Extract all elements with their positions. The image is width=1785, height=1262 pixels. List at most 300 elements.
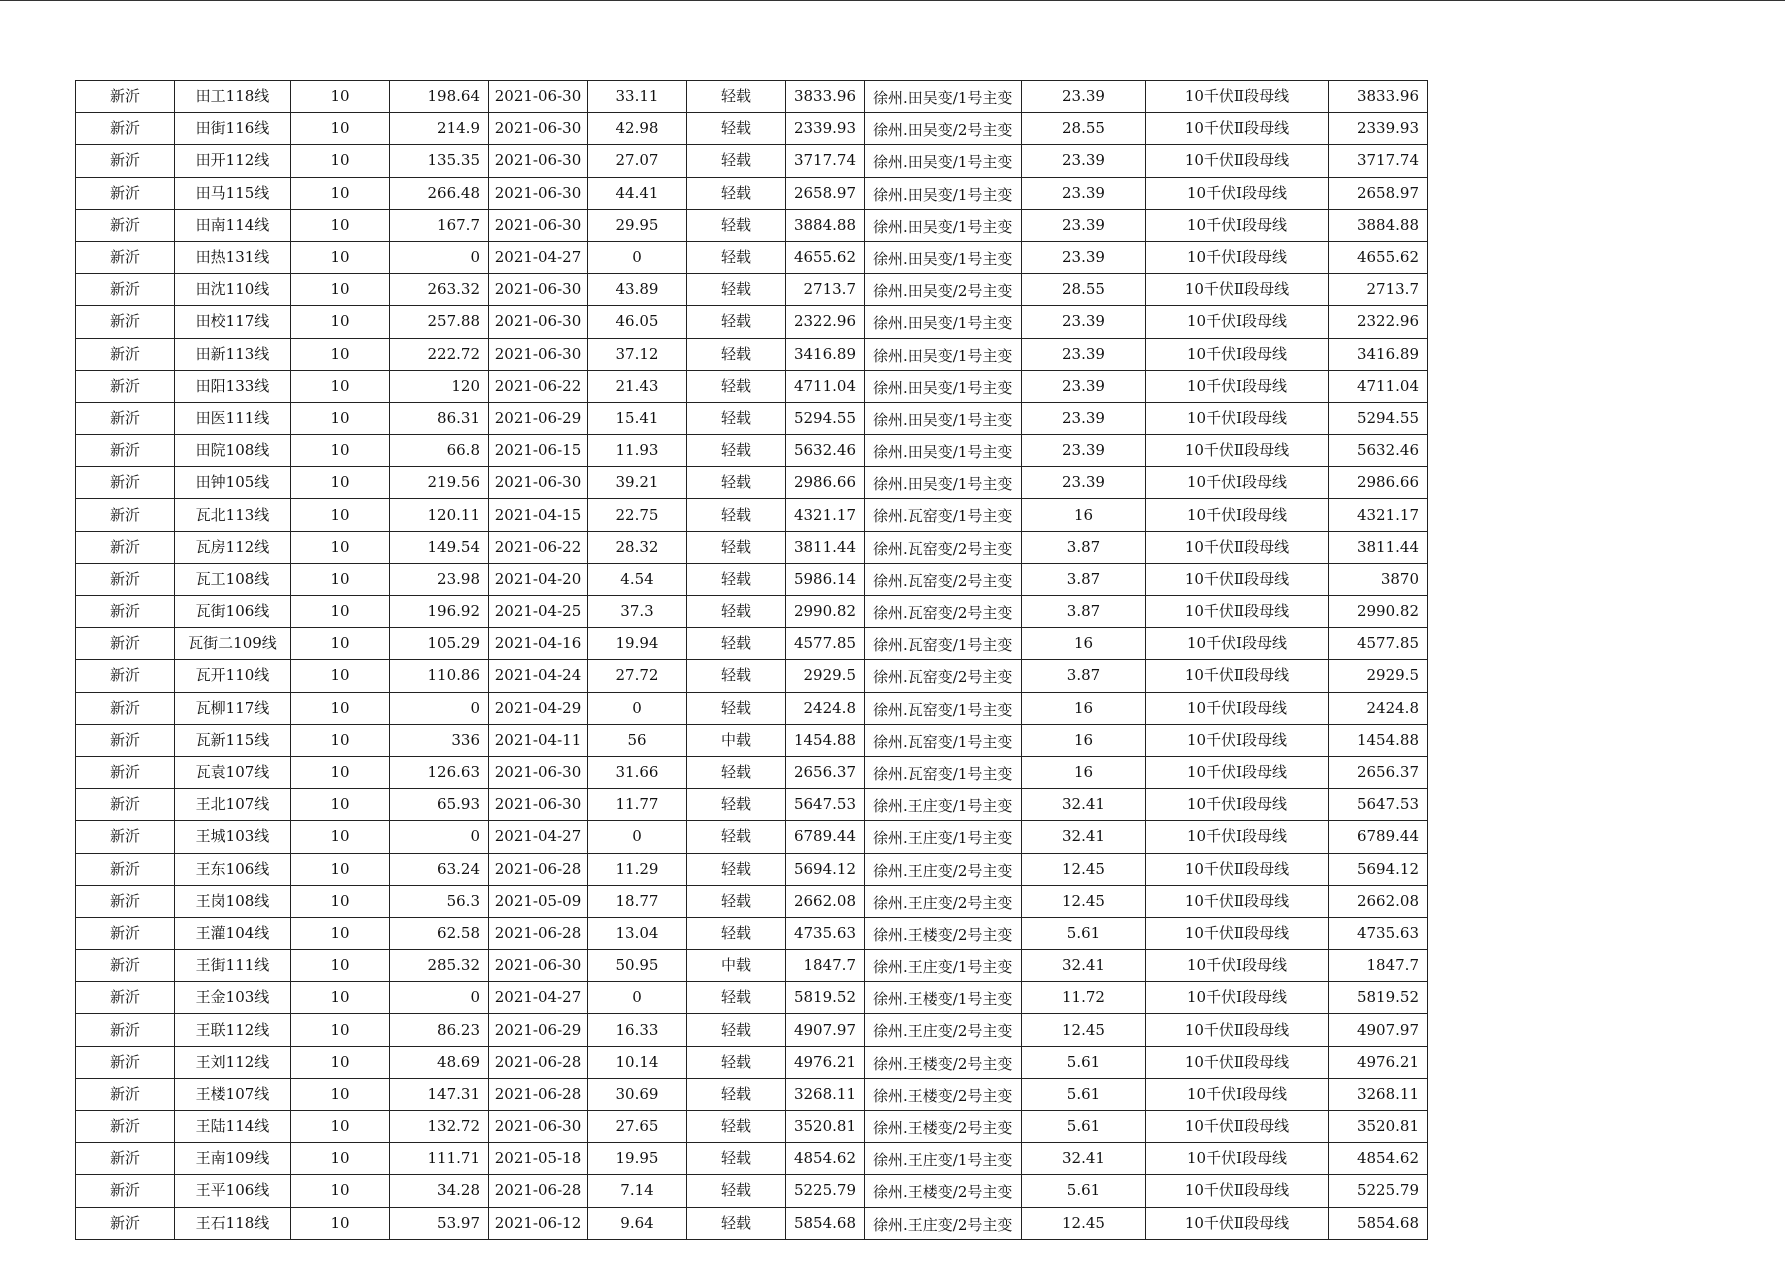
substation-transformer-cell	[865, 789, 1022, 821]
line-name-cell: 田热131线	[175, 241, 291, 273]
current-cell: 65.93	[390, 789, 489, 821]
date-cell: 2021-06-30	[489, 1111, 588, 1143]
substation-transformer-cell	[865, 402, 1022, 434]
load-rate-cell: 0	[588, 982, 687, 1014]
available-capacity-cell: 2658.97	[786, 177, 865, 209]
substation-transformer-cell	[865, 1207, 1022, 1239]
current-cell: 266.48	[390, 177, 489, 209]
available-capacity-cell: 5854.68	[786, 1207, 865, 1239]
substation-transformer-text: 徐州.王楼变/1号主变	[873, 990, 1013, 1009]
busbar-cell: 10千伏Ⅰ段母线	[1146, 1143, 1329, 1175]
busbar-cell: 10千伏Ⅰ段母线	[1146, 177, 1329, 209]
district-cell: 新沂	[76, 756, 175, 788]
substation-transformer-text: 徐州.田吴变/1号主变	[873, 378, 1013, 397]
date-cell: 2021-06-30	[489, 81, 588, 113]
transformer-load-cell: 16	[1022, 499, 1146, 531]
available-capacity-cell: 2424.8	[786, 692, 865, 724]
date-cell: 2021-06-30	[489, 789, 588, 821]
line-name-cell: 瓦街106线	[175, 596, 291, 628]
table-row	[76, 853, 1428, 885]
transformer-load-cell: 23.39	[1022, 338, 1146, 370]
voltage-cell: 10	[291, 596, 390, 628]
district-cell: 新沂	[76, 338, 175, 370]
current-cell: 86.23	[390, 1014, 489, 1046]
busbar-cell: 10千伏Ⅱ段母线	[1146, 1175, 1329, 1207]
load-status-cell: 轻载	[687, 917, 786, 949]
load-rate-cell: 21.43	[588, 370, 687, 402]
substation-transformer-cell	[865, 724, 1022, 756]
date-cell: 2021-04-24	[489, 660, 588, 692]
date-cell: 2021-06-28	[489, 1078, 588, 1110]
date-cell: 2021-06-30	[489, 306, 588, 338]
district-cell: 新沂	[76, 1143, 175, 1175]
feeder-capacity-cell: 3717.74	[1329, 145, 1428, 177]
load-status-cell: 轻载	[687, 596, 786, 628]
line-name-cell: 瓦工108线	[175, 563, 291, 595]
feeder-capacity-cell: 3811.44	[1329, 531, 1428, 563]
date-cell: 2021-04-27	[489, 982, 588, 1014]
current-cell: 0	[390, 692, 489, 724]
transformer-load-cell: 5.61	[1022, 1046, 1146, 1078]
line-name-cell: 田钟105线	[175, 467, 291, 499]
available-capacity-cell: 2929.5	[786, 660, 865, 692]
line-name-cell: 王街111线	[175, 950, 291, 982]
load-rate-cell: 42.98	[588, 113, 687, 145]
table-row	[76, 885, 1428, 917]
load-status-cell: 轻载	[687, 306, 786, 338]
voltage-cell: 10	[291, 435, 390, 467]
line-name-cell: 王城103线	[175, 821, 291, 853]
voltage-cell: 10	[291, 853, 390, 885]
table-row	[76, 209, 1428, 241]
busbar-cell: 10千伏Ⅰ段母线	[1146, 821, 1329, 853]
district-cell: 新沂	[76, 467, 175, 499]
voltage-cell: 10	[291, 241, 390, 273]
load-status-cell: 轻载	[687, 1207, 786, 1239]
substation-transformer-text: 徐州.田吴变/1号主变	[873, 217, 1013, 236]
voltage-cell: 10	[291, 338, 390, 370]
district-cell: 新沂	[76, 531, 175, 563]
load-rate-cell: 0	[588, 692, 687, 724]
date-cell: 2021-06-30	[489, 145, 588, 177]
date-cell: 2021-06-15	[489, 435, 588, 467]
line-name-cell: 王岗108线	[175, 885, 291, 917]
substation-transformer-text: 徐州.王庄变/2号主变	[873, 861, 1013, 880]
available-capacity-cell: 5647.53	[786, 789, 865, 821]
busbar-cell: 10千伏Ⅰ段母线	[1146, 370, 1329, 402]
feeder-capacity-cell: 3520.81	[1329, 1111, 1428, 1143]
transformer-load-cell: 28.55	[1022, 113, 1146, 145]
busbar-cell: 10千伏Ⅰ段母线	[1146, 982, 1329, 1014]
table-row	[76, 660, 1428, 692]
transformer-load-cell: 5.61	[1022, 1078, 1146, 1110]
substation-transformer-text: 徐州.王楼变/2号主变	[873, 1086, 1013, 1105]
substation-transformer-text: 徐州.王庄变/1号主变	[873, 1151, 1013, 1170]
busbar-cell: 10千伏Ⅱ段母线	[1146, 917, 1329, 949]
busbar-cell: 10千伏Ⅰ段母线	[1146, 950, 1329, 982]
district-cell: 新沂	[76, 209, 175, 241]
voltage-cell: 10	[291, 1046, 390, 1078]
voltage-cell: 10	[291, 499, 390, 531]
load-status-cell: 轻载	[687, 1111, 786, 1143]
district-cell: 新沂	[76, 563, 175, 595]
transformer-load-cell: 32.41	[1022, 789, 1146, 821]
voltage-cell: 10	[291, 1111, 390, 1143]
current-cell: 86.31	[390, 402, 489, 434]
busbar-cell: 10千伏Ⅱ段母线	[1146, 1207, 1329, 1239]
district-cell: 新沂	[76, 821, 175, 853]
load-status-cell: 轻载	[687, 499, 786, 531]
current-cell: 48.69	[390, 1046, 489, 1078]
current-cell: 257.88	[390, 306, 489, 338]
substation-transformer-text: 徐州.王楼变/2号主变	[873, 1183, 1013, 1202]
table-body	[76, 81, 1428, 1240]
line-name-cell: 田南114线	[175, 209, 291, 241]
voltage-cell: 10	[291, 885, 390, 917]
district-cell: 新沂	[76, 274, 175, 306]
current-cell: 34.28	[390, 1175, 489, 1207]
busbar-cell: 10千伏Ⅱ段母线	[1146, 145, 1329, 177]
available-capacity-cell: 3811.44	[786, 531, 865, 563]
current-cell: 23.98	[390, 563, 489, 595]
available-capacity-cell: 6789.44	[786, 821, 865, 853]
feeder-capacity-cell: 2424.8	[1329, 692, 1428, 724]
date-cell: 2021-06-30	[489, 338, 588, 370]
busbar-cell: 10千伏Ⅱ段母线	[1146, 563, 1329, 595]
district-cell: 新沂	[76, 853, 175, 885]
line-name-cell: 王联112线	[175, 1014, 291, 1046]
load-rate-cell: 22.75	[588, 499, 687, 531]
current-cell: 132.72	[390, 1111, 489, 1143]
line-name-cell: 田沈110线	[175, 274, 291, 306]
table-row	[76, 982, 1428, 1014]
voltage-cell: 10	[291, 563, 390, 595]
transformer-load-cell: 11.72	[1022, 982, 1146, 1014]
transformer-load-cell: 23.39	[1022, 145, 1146, 177]
load-status-cell: 轻载	[687, 467, 786, 499]
busbar-cell: 10千伏Ⅰ段母线	[1146, 724, 1329, 756]
busbar-cell: 10千伏Ⅱ段母线	[1146, 274, 1329, 306]
table-row	[76, 338, 1428, 370]
available-capacity-cell: 2656.37	[786, 756, 865, 788]
district-cell: 新沂	[76, 499, 175, 531]
available-capacity-cell: 2339.93	[786, 113, 865, 145]
load-rate-cell: 39.21	[588, 467, 687, 499]
available-capacity-cell: 4976.21	[786, 1046, 865, 1078]
district-cell: 新沂	[76, 1111, 175, 1143]
busbar-cell: 10千伏Ⅱ段母线	[1146, 435, 1329, 467]
voltage-cell: 10	[291, 145, 390, 177]
date-cell: 2021-06-29	[489, 402, 588, 434]
load-rate-cell: 16.33	[588, 1014, 687, 1046]
feeder-capacity-cell: 5632.46	[1329, 435, 1428, 467]
transformer-load-cell: 23.39	[1022, 241, 1146, 273]
substation-transformer-cell	[865, 1143, 1022, 1175]
load-status-cell: 轻载	[687, 209, 786, 241]
current-cell: 63.24	[390, 853, 489, 885]
feeder-capacity-cell: 5819.52	[1329, 982, 1428, 1014]
transformer-load-cell: 16	[1022, 756, 1146, 788]
transformer-load-cell: 23.39	[1022, 402, 1146, 434]
substation-transformer-cell	[865, 563, 1022, 595]
table-row	[76, 81, 1428, 113]
district-cell: 新沂	[76, 370, 175, 402]
voltage-cell: 10	[291, 692, 390, 724]
current-cell: 66.8	[390, 435, 489, 467]
substation-transformer-text: 徐州.瓦窑变/1号主变	[873, 507, 1013, 526]
load-status-cell: 轻载	[687, 821, 786, 853]
feeder-capacity-cell: 4711.04	[1329, 370, 1428, 402]
load-rate-cell: 37.3	[588, 596, 687, 628]
available-capacity-cell: 4321.17	[786, 499, 865, 531]
current-cell: 219.56	[390, 467, 489, 499]
date-cell: 2021-06-28	[489, 917, 588, 949]
available-capacity-cell: 4577.85	[786, 628, 865, 660]
voltage-cell: 10	[291, 950, 390, 982]
district-cell: 新沂	[76, 628, 175, 660]
load-status-cell: 轻载	[687, 241, 786, 273]
table-row	[76, 628, 1428, 660]
load-status-cell: 轻载	[687, 338, 786, 370]
transformer-load-cell: 3.87	[1022, 660, 1146, 692]
substation-transformer-cell	[865, 596, 1022, 628]
table-row	[76, 950, 1428, 982]
table-row	[76, 1078, 1428, 1110]
district-cell: 新沂	[76, 1046, 175, 1078]
substation-transformer-cell	[865, 1111, 1022, 1143]
current-cell: 0	[390, 241, 489, 273]
current-cell: 336	[390, 724, 489, 756]
substation-transformer-cell	[865, 628, 1022, 660]
busbar-cell: 10千伏Ⅱ段母线	[1146, 1111, 1329, 1143]
substation-transformer-text: 徐州.田吴变/1号主变	[873, 443, 1013, 462]
table-row	[76, 596, 1428, 628]
transformer-load-cell: 16	[1022, 628, 1146, 660]
voltage-cell: 10	[291, 1207, 390, 1239]
current-cell: 147.31	[390, 1078, 489, 1110]
substation-transformer-cell	[865, 81, 1022, 113]
load-rate-cell: 9.64	[588, 1207, 687, 1239]
feeder-capacity-cell: 5854.68	[1329, 1207, 1428, 1239]
substation-transformer-text: 徐州.田吴变/1号主变	[873, 314, 1013, 333]
available-capacity-cell: 4655.62	[786, 241, 865, 273]
load-status-cell: 中载	[687, 724, 786, 756]
substation-transformer-text: 徐州.瓦窑变/1号主变	[873, 636, 1013, 655]
district-cell: 新沂	[76, 1175, 175, 1207]
table-row	[76, 724, 1428, 756]
available-capacity-cell: 5986.14	[786, 563, 865, 595]
available-capacity-cell: 5694.12	[786, 853, 865, 885]
busbar-cell: 10千伏Ⅰ段母线	[1146, 756, 1329, 788]
available-capacity-cell: 4711.04	[786, 370, 865, 402]
busbar-cell: 10千伏Ⅰ段母线	[1146, 338, 1329, 370]
district-cell: 新沂	[76, 402, 175, 434]
table-row	[76, 1207, 1428, 1239]
district-cell: 新沂	[76, 917, 175, 949]
load-rate-cell: 0	[588, 821, 687, 853]
busbar-cell: 10千伏Ⅰ段母线	[1146, 402, 1329, 434]
load-rate-cell: 29.95	[588, 209, 687, 241]
table-row	[76, 467, 1428, 499]
district-cell: 新沂	[76, 241, 175, 273]
current-cell: 120.11	[390, 499, 489, 531]
voltage-cell: 10	[291, 467, 390, 499]
substation-transformer-text: 徐州.王庄变/1号主变	[873, 797, 1013, 816]
substation-transformer-cell	[865, 692, 1022, 724]
date-cell: 2021-04-29	[489, 692, 588, 724]
line-name-cell: 王陆114线	[175, 1111, 291, 1143]
busbar-cell: 10千伏Ⅰ段母线	[1146, 1078, 1329, 1110]
line-name-cell: 田工118线	[175, 81, 291, 113]
transformer-load-cell: 5.61	[1022, 1111, 1146, 1143]
date-cell: 2021-06-28	[489, 1046, 588, 1078]
substation-transformer-text: 徐州.王庄变/2号主变	[873, 893, 1013, 912]
load-status-cell: 轻载	[687, 370, 786, 402]
current-cell: 214.9	[390, 113, 489, 145]
load-status-cell: 轻载	[687, 660, 786, 692]
load-rate-cell: 28.32	[588, 531, 687, 563]
busbar-cell: 10千伏Ⅱ段母线	[1146, 853, 1329, 885]
load-rate-cell: 11.29	[588, 853, 687, 885]
table-row	[76, 1111, 1428, 1143]
feeder-capacity-cell: 4321.17	[1329, 499, 1428, 531]
date-cell: 2021-06-30	[489, 756, 588, 788]
substation-transformer-cell	[865, 145, 1022, 177]
substation-transformer-text: 徐州.田吴变/2号主变	[873, 282, 1013, 301]
substation-transformer-text: 徐州.王庄变/1号主变	[873, 829, 1013, 848]
load-status-cell: 轻载	[687, 692, 786, 724]
date-cell: 2021-06-30	[489, 467, 588, 499]
voltage-cell: 10	[291, 756, 390, 788]
load-rate-cell: 7.14	[588, 1175, 687, 1207]
date-cell: 2021-06-30	[489, 113, 588, 145]
load-status-cell: 轻载	[687, 563, 786, 595]
date-cell: 2021-04-25	[489, 596, 588, 628]
current-cell: 62.58	[390, 917, 489, 949]
line-name-cell: 田马115线	[175, 177, 291, 209]
current-cell: 198.64	[390, 81, 489, 113]
current-cell: 0	[390, 982, 489, 1014]
transformer-load-cell: 28.55	[1022, 274, 1146, 306]
current-cell: 222.72	[390, 338, 489, 370]
feeder-capacity-cell: 1847.7	[1329, 950, 1428, 982]
transformer-load-cell: 12.45	[1022, 1207, 1146, 1239]
table-row	[76, 499, 1428, 531]
substation-transformer-text: 徐州.王庄变/2号主变	[873, 1022, 1013, 1041]
table-row	[76, 306, 1428, 338]
current-cell: 111.71	[390, 1143, 489, 1175]
transformer-load-cell: 16	[1022, 724, 1146, 756]
feeder-capacity-cell: 4854.62	[1329, 1143, 1428, 1175]
busbar-cell: 10千伏Ⅱ段母线	[1146, 81, 1329, 113]
voltage-cell: 10	[291, 370, 390, 402]
load-status-cell: 轻载	[687, 402, 786, 434]
current-cell: 0	[390, 821, 489, 853]
substation-transformer-cell	[865, 338, 1022, 370]
line-name-cell: 王平106线	[175, 1175, 291, 1207]
available-capacity-cell: 3884.88	[786, 209, 865, 241]
voltage-cell: 10	[291, 724, 390, 756]
load-rate-cell: 44.41	[588, 177, 687, 209]
date-cell: 2021-06-30	[489, 177, 588, 209]
load-status-cell: 轻载	[687, 756, 786, 788]
available-capacity-cell: 2322.96	[786, 306, 865, 338]
feeder-capacity-cell: 4577.85	[1329, 628, 1428, 660]
substation-transformer-text: 徐州.田吴变/2号主变	[873, 121, 1013, 140]
load-rate-cell: 11.93	[588, 435, 687, 467]
busbar-cell: 10千伏Ⅱ段母线	[1146, 1046, 1329, 1078]
substation-transformer-cell	[865, 853, 1022, 885]
load-rate-cell: 43.89	[588, 274, 687, 306]
current-cell: 149.54	[390, 531, 489, 563]
substation-transformer-cell	[865, 274, 1022, 306]
busbar-cell: 10千伏Ⅰ段母线	[1146, 628, 1329, 660]
substation-transformer-cell	[865, 209, 1022, 241]
substation-transformer-text: 徐州.瓦窑变/2号主变	[873, 571, 1013, 590]
busbar-cell: 10千伏Ⅰ段母线	[1146, 789, 1329, 821]
available-capacity-cell: 3520.81	[786, 1111, 865, 1143]
substation-transformer-cell	[865, 1175, 1022, 1207]
district-cell: 新沂	[76, 113, 175, 145]
table-row	[76, 402, 1428, 434]
busbar-cell: 10千伏Ⅱ段母线	[1146, 113, 1329, 145]
busbar-cell: 10千伏Ⅰ段母线	[1146, 306, 1329, 338]
transformer-load-cell: 32.41	[1022, 950, 1146, 982]
available-capacity-cell: 5225.79	[786, 1175, 865, 1207]
transformer-load-cell: 23.39	[1022, 435, 1146, 467]
substation-transformer-cell	[865, 113, 1022, 145]
district-cell: 新沂	[76, 982, 175, 1014]
current-cell: 135.35	[390, 145, 489, 177]
line-name-cell: 田校117线	[175, 306, 291, 338]
transformer-load-cell: 3.87	[1022, 531, 1146, 563]
date-cell: 2021-06-12	[489, 1207, 588, 1239]
substation-transformer-cell	[865, 499, 1022, 531]
transformer-load-cell: 23.39	[1022, 209, 1146, 241]
feeder-capacity-cell: 1454.88	[1329, 724, 1428, 756]
transformer-load-cell: 5.61	[1022, 917, 1146, 949]
table-row	[76, 370, 1428, 402]
busbar-cell: 10千伏Ⅰ段母线	[1146, 692, 1329, 724]
busbar-cell: 10千伏Ⅱ段母线	[1146, 1014, 1329, 1046]
load-rate-cell: 18.77	[588, 885, 687, 917]
table-row	[76, 1046, 1428, 1078]
district-cell: 新沂	[76, 885, 175, 917]
district-cell: 新沂	[76, 692, 175, 724]
current-cell: 167.7	[390, 209, 489, 241]
transformer-load-cell: 5.61	[1022, 1175, 1146, 1207]
voltage-cell: 10	[291, 81, 390, 113]
load-rate-cell: 4.54	[588, 563, 687, 595]
substation-transformer-text: 徐州.田吴变/1号主变	[873, 346, 1013, 365]
load-status-cell: 轻载	[687, 1046, 786, 1078]
line-name-cell: 田阳133线	[175, 370, 291, 402]
substation-transformer-cell	[865, 756, 1022, 788]
date-cell: 2021-04-27	[489, 241, 588, 273]
load-status-cell: 轻载	[687, 885, 786, 917]
current-cell: 196.92	[390, 596, 489, 628]
load-status-cell: 轻载	[687, 145, 786, 177]
transformer-load-cell: 3.87	[1022, 563, 1146, 595]
substation-transformer-text: 徐州.王楼变/2号主变	[873, 925, 1013, 944]
feeder-capacity-cell: 5225.79	[1329, 1175, 1428, 1207]
substation-transformer-cell	[865, 435, 1022, 467]
load-rate-cell: 27.72	[588, 660, 687, 692]
feeder-capacity-cell: 2656.37	[1329, 756, 1428, 788]
voltage-cell: 10	[291, 1143, 390, 1175]
district-cell: 新沂	[76, 789, 175, 821]
line-name-cell: 田开112线	[175, 145, 291, 177]
